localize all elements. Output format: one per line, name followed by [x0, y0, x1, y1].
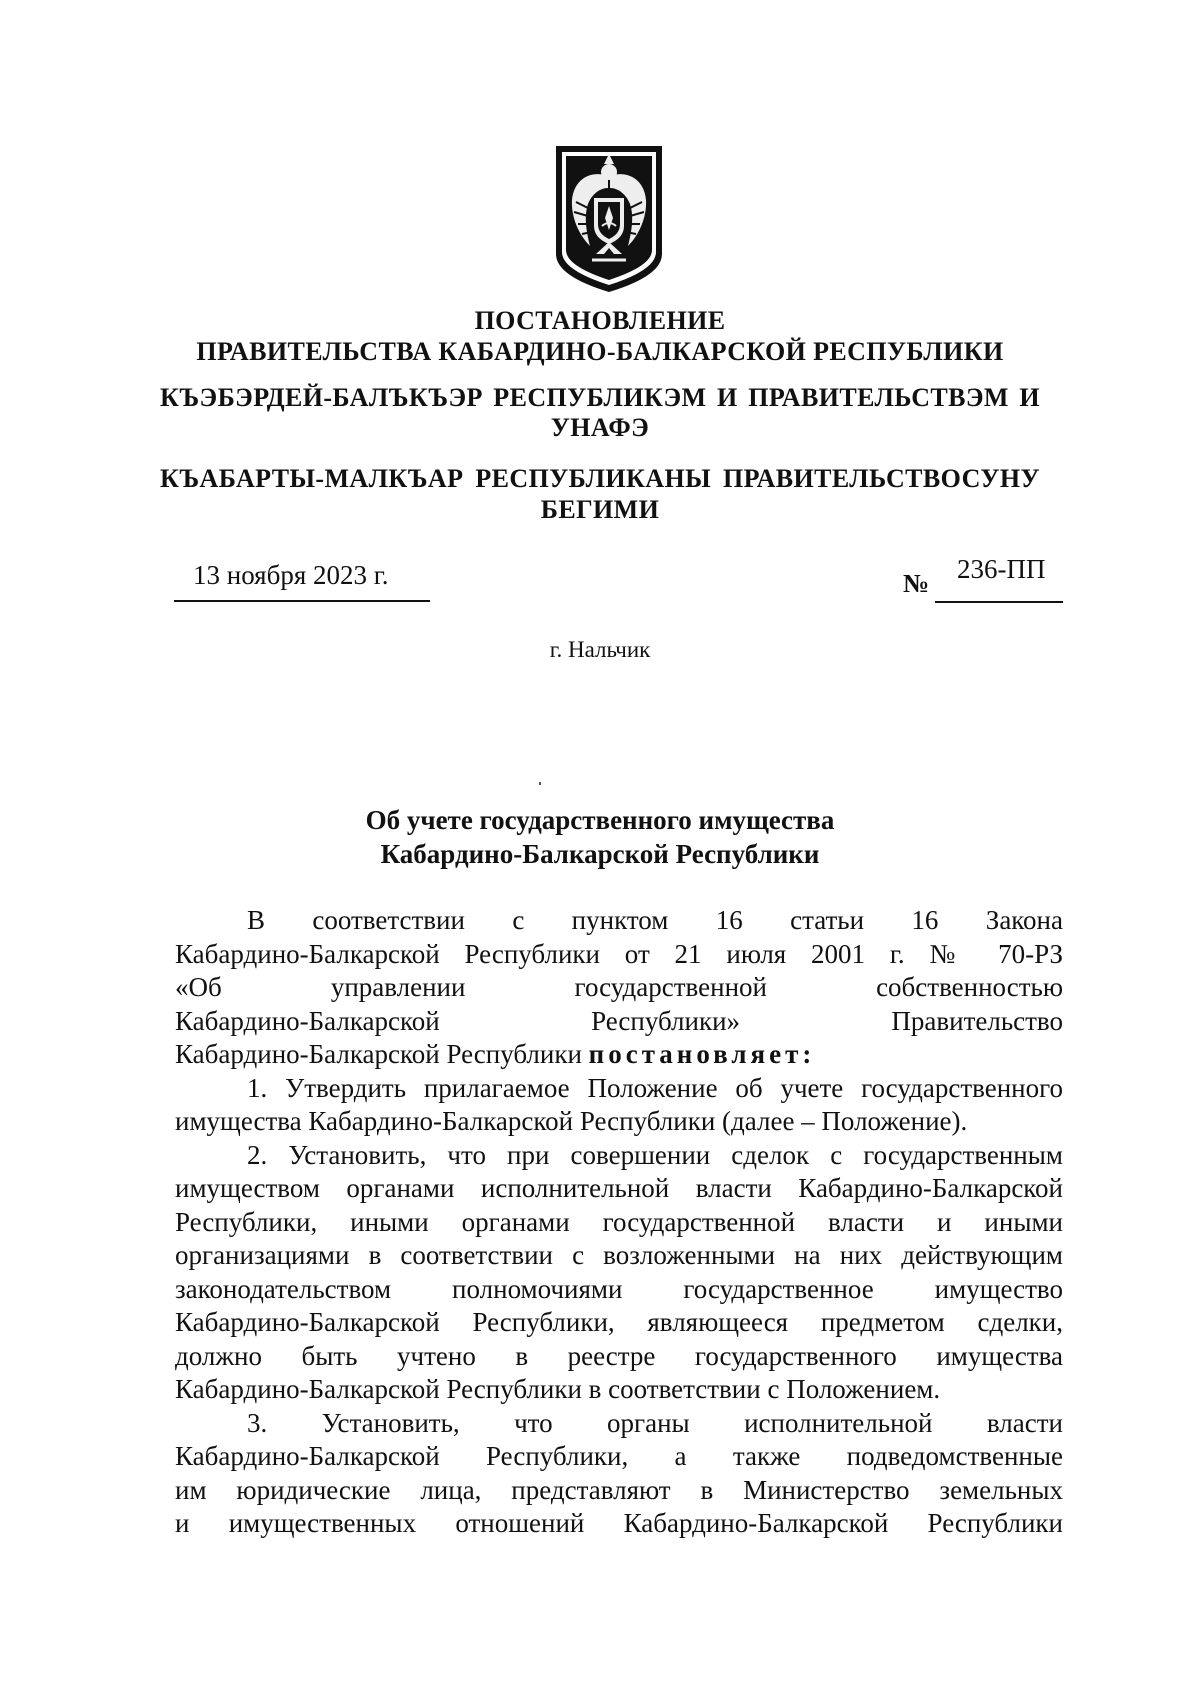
preamble-line: «Об управлении государственной собственностью [175, 972, 1063, 1002]
city-name: г. Нальчик [549, 637, 651, 662]
document-header [160, 305, 1040, 367]
authority-krc-line: КЪАБАРТЫ-МАЛКЪАР РЕСПУБЛИКАНЫ ПРАВИТЕЛЬСТВОСУНУ [160, 464, 1040, 493]
date-underline [174, 600, 430, 602]
paragraph-line: 1. Утвердить прилагаемое Положение об учете государственного [247, 1072, 1063, 1103]
title-line: Кабардино-Балкарской Республики [380, 839, 820, 869]
scan-speck [539, 782, 541, 785]
paragraph-line: 2. Установить, что при совершении сделок с государственным [247, 1139, 1063, 1170]
paragraph-line: и имущественных отношений Кабардино-Балкарской Республики [175, 1508, 1063, 1538]
authority-heading-kbd [160, 383, 1040, 443]
authority-heading-krc [160, 463, 1040, 525]
document-title [200, 803, 1000, 871]
paragraph-line: законодательством полномочиями государственное имущество [175, 1273, 1063, 1304]
preamble-line: В соответствии с пунктом 16 статьи 16 Закона [247, 905, 1063, 935]
paragraph-3 [175, 1407, 1063, 1541]
authority-heading-ru: ПРАВИТЕЛЬСТВА КАБАРДИНО-БАЛКАРСКОЙ РЕСПУБЛИКИ [196, 337, 1004, 366]
preamble-last-line [175, 1038, 1063, 1072]
paragraph-line: имуществом органами исполнительной власти Кабардино-Балкарской [175, 1173, 1063, 1203]
paragraph-line: имущества Кабардино-Балкарской Республики (далее – Положение). [175, 1106, 968, 1136]
preamble-last-text: Кабардино-Балкарской Республики [175, 1039, 582, 1069]
preamble-line: Кабардино-Балкарской Республики от 21 июля 2001 г. № 70-РЗ [175, 938, 1063, 969]
document-body [175, 904, 1063, 1541]
preamble-line: Кабардино-Балкарской Республики» Правительство [175, 1005, 1063, 1036]
paragraph-1 [175, 1072, 1063, 1139]
paragraph-line: Республики, иными органами государственной власти и иными [175, 1206, 1063, 1237]
authority-kbd-line: КЪЭБЭРДЕЙ-БАЛЪКЪЭР РЕСПУБЛИКЭМ И ПРАВИТЕЛЬСТВЭМ И [160, 383, 1040, 412]
paragraph-line: должно быть учтено в реестре государственного имущества [175, 1340, 1063, 1371]
authority-kbd-line: УНАФЭ [550, 413, 650, 442]
title-line: Об учете государственного имущества [365, 805, 835, 835]
paragraph-line: организациями в соответствии с возложенными на них действующим [175, 1240, 1063, 1270]
paragraph-line: Кабардино-Балкарской Республики, являющееся предметом сделки, [175, 1307, 1063, 1337]
paragraph-line: 3. Установить, что органы исполнительной власти [247, 1407, 1063, 1438]
paragraph-line: Кабардино-Балкарской Республики в соответствии с Положением. [175, 1374, 941, 1404]
decree-number: 236-ПП [957, 554, 1046, 584]
number-underline [935, 601, 1063, 603]
paragraph-line: им юридические лица, представляют в Министерство земельных [175, 1474, 1063, 1505]
coat-of-arms-emblem [552, 142, 666, 294]
preamble-paragraph [175, 904, 1063, 1072]
authority-krc-line: БЕГИМИ [540, 495, 660, 524]
decree-date: 13 ноября 2023 г. [193, 560, 389, 590]
paragraph-2 [175, 1139, 1063, 1407]
paragraph-line: Кабардино-Балкарской Республики, а также подведомственные [175, 1441, 1063, 1471]
number-sign: № [903, 569, 930, 598]
doc-type-heading: ПОСТАНОВЛЕНИЕ [474, 306, 726, 335]
decree-word: постановляет: [588, 1039, 816, 1069]
